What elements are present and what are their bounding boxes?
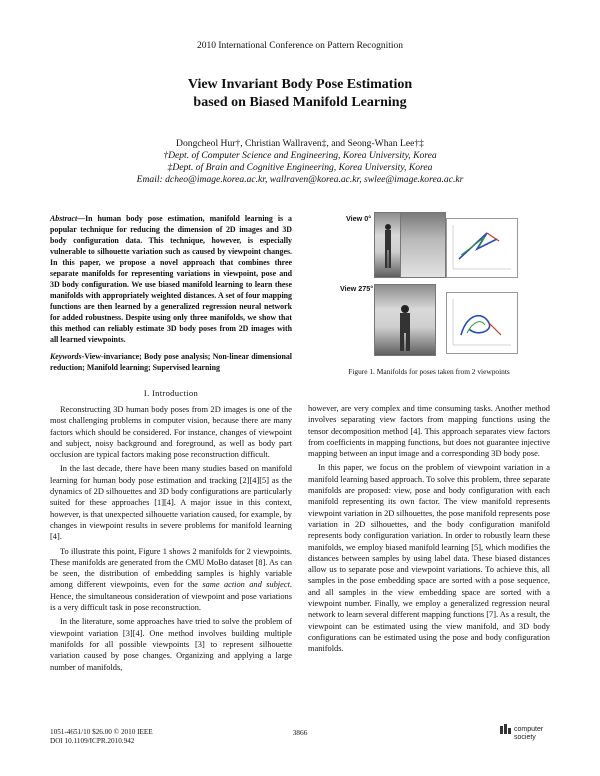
background-image-view-0 bbox=[400, 212, 446, 278]
author-block bbox=[0, 138, 600, 186]
title-line-1: View Invariant Body Pose Estimation bbox=[187, 77, 413, 92]
emphasis: same action and subject bbox=[202, 580, 290, 590]
manifold-curve-view-275 bbox=[447, 293, 517, 353]
text-run: . Hence, the simultaneous consideration of viewpoint and pose variations is a very difficult task in pose reconstruction. bbox=[50, 580, 292, 613]
paragraph: In the literature, some approaches have tried to solve the problem of viewpoint variation [3][4]. One method involves building multiple manifolds for all possible viewpoints [3] to represent silhouette variation caused by pose changes. Organizing and applying a large number of manifolds, bbox=[50, 617, 292, 672]
section-heading-introduction: I. Introduction bbox=[143, 388, 199, 398]
keywords-text: -View-invariance; Body pose analysis; Non-linear dimensional reduction; Manifold learning; Supervised learning bbox=[50, 352, 292, 372]
keywords bbox=[50, 351, 292, 373]
paragraph: In this paper, we focus on the problem of viewpoint variation in a manifold learning based approach. To solve this problem, three separate manifolds are proposed: view, pose and body configuration with each manifold representing its own factor. The view manifold represents viewpoint variation in 2D silhouettes, the pose manifold represents pose variation in 2D silhouettes, and the body configuration manifold represents body configuration variation. In order to robustly learn these manifolds, we employ biased manifold learning [5], which modifies the distances between samples by using label data. These biased distances allow us to separate pose and viewpoint variations. To achieve this, all samples in the pose embedding space are sorted with a pose sequence, and all samples in the view embedding space are sorted with a viewpoint number. Finally, we employ a generalized regression neural network to learn several different mapping functions [7]. As a result, the viewpoint can be estimated using the view manifold, and 3D body configurations can be estimated using the pose and body configuration manifolds. bbox=[308, 463, 550, 654]
title-line-2: based on Biased Manifold Learning bbox=[193, 95, 407, 110]
issn-line: 1051-4651/10 $26.00 © 2010 IEEE bbox=[50, 728, 153, 736]
figure-1 bbox=[340, 212, 520, 362]
page-number: 3866 bbox=[292, 728, 308, 737]
paragraph: Reconstructing 3D human body poses from 2D images is one of the most challenging problems in computer vision, because there are many factors which should be considered. For instance, changes of viewpoint and subject, noisy background and foreground, as well as body part occlusion are typical factors making pose reconstruction difficult. bbox=[50, 405, 292, 460]
figure-caption: Figure 1. Manifolds for poses taken from 2 viewpoints bbox=[348, 367, 510, 376]
text-run: To illustrate this point, Figure 1 shows 2 manifolds for 2 viewpoints. These manifolds are generated from the CMU MoBo dataset [8]. As can be seen, the distribution of embedding samples is highly variable among different viewpoints, even for the bbox=[50, 546, 292, 590]
abstract-lead: Abstract bbox=[50, 214, 78, 223]
computer-society-logo bbox=[498, 722, 558, 748]
abstract-text: —In human body pose estimation, manifold learning is a popular technique for reducing the dimension of 2D images and 3D body configuration data. This technique, however, is especially vulnerable to silhouette variation such as caused by viewpoint changes. In this paper, we propose a novel approach that combines three separate manifolds for representing variations in viewpoint, pose and 3D body configuration. We use biased manifold learning to learn these manifolds with appropriately weighted distances. A set of four mapping functions are then learned by a generalized regression neural network for added robustness. Despite using only three manifolds, we show that this method can reliably estimate 3D body poses from 2D images with all learned viewpoints. bbox=[50, 214, 292, 344]
right-column-body bbox=[308, 403, 550, 658]
manifold-curve-view-0 bbox=[447, 219, 517, 277]
person-figure-icon bbox=[375, 213, 401, 277]
logo-text-society: society bbox=[514, 734, 536, 741]
email-line: Email: dcheo@image.korea.ac.kr, wallraven@korea.ac.kr, swlee@image.korea.ac.kr bbox=[136, 174, 464, 185]
abstract bbox=[50, 213, 292, 345]
keywords-lead: Keywords bbox=[50, 352, 82, 361]
view-275-label: View 275° bbox=[340, 284, 374, 293]
person-figure-icon bbox=[375, 285, 435, 355]
logo-text-computer: computer bbox=[514, 726, 544, 733]
paragraph: In the last decade, there have been many studies based on manifold learning for human body pose estimation and tracking [2][4][5] as the dynamics of 2D silhouettes and 3D body configurations are particularly suited for these approaches [1][4]. A major issue in this context, however, is that unexpected silhouette variation caused, for example, by changes in viewpoint results in severe problems for manifold learning [4]. bbox=[50, 464, 292, 542]
affiliation-2: ‡Dept. of Brain and Cognitive Engineering, Korea University, Korea bbox=[167, 162, 433, 173]
paper-title bbox=[0, 76, 600, 112]
affiliation-1: †Dept. of Computer Science and Engineering, Korea University, Korea bbox=[163, 150, 437, 161]
silhouette-image-view-275 bbox=[374, 284, 436, 356]
paragraph bbox=[50, 546, 292, 614]
view-0-label: View 0° bbox=[346, 214, 372, 223]
paragraph: however, are very complex and time consuming tasks. Another method involves separating view factors from mapping functions using the tensor decomposition method [4]. This approach separates view factors from coefficients in mapping functions, but does not guarantee injective mapping between an input image and a corresponding 3D body pose. bbox=[308, 404, 550, 459]
doi-line: DOI 10.1109/ICPR.2010.942 bbox=[50, 737, 135, 745]
manifold-plot-view-0 bbox=[446, 218, 518, 278]
authors: Dongcheol Hur†, Christian Wallraven‡, and Seong-Whan Lee†‡ bbox=[176, 138, 424, 149]
left-column-body bbox=[50, 404, 292, 676]
manifold-plot-view-275 bbox=[446, 292, 518, 354]
conference-header: 2010 International Conference on Pattern Recognition bbox=[196, 41, 404, 51]
silhouette-image-view-0 bbox=[374, 212, 402, 278]
